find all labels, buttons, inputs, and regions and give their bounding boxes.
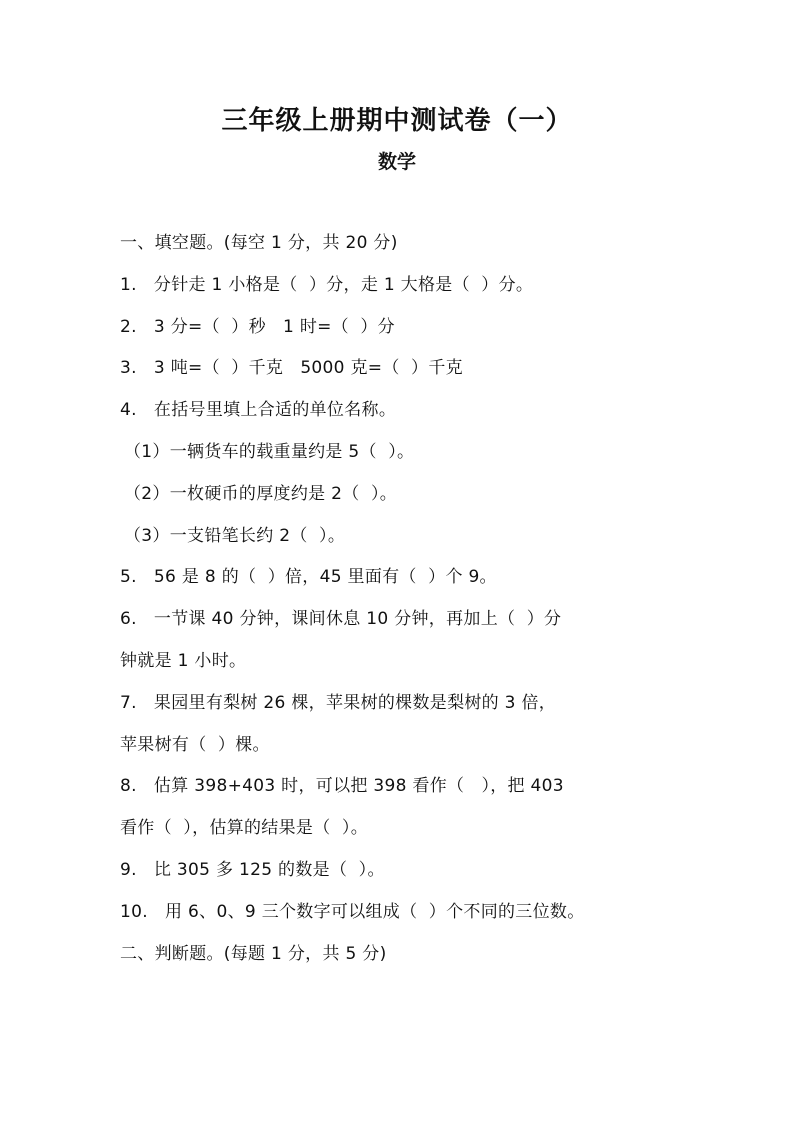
question-4-part-2: （2）一枚硬币的厚度约是 2（ ）。 bbox=[124, 483, 398, 504]
question-9: 9. 比 305 多 125 的数是（ ）。 bbox=[120, 859, 385, 880]
section-heading-fill-blank: 一、填空题。(每空 1 分，共 20 分) bbox=[120, 233, 398, 253]
question-7-line-2: 苹果树有（ ）棵。 bbox=[120, 734, 270, 755]
question-4-part-1: （1）一辆货车的载重量约是 5（ ）。 bbox=[124, 441, 415, 462]
exam-content bbox=[120, 227, 680, 979]
question-2: 2. 3 分=（ ）秒 1 时=（ ）分 bbox=[120, 316, 395, 337]
page-title: 三年级上册期中测试卷（一） bbox=[221, 106, 573, 136]
question-3: 3. 3 吨=（ ）千克 5000 克=（ ）千克 bbox=[120, 358, 463, 379]
section-heading-judge: 二、判断题。(每题 1 分，共 5 分) bbox=[120, 943, 387, 964]
question-8-line-2: 看作（ ），估算的结果是（ ）。 bbox=[120, 818, 369, 839]
question-4-part-3: （3）一支铅笔长约 2（ ）。 bbox=[124, 525, 346, 546]
question-10: 10. 用 6、0、9 三个数字可以组成（ ）个不同的三位数。 bbox=[120, 901, 585, 922]
question-5: 5. 56 是 8 的（ ）倍，45 里面有（ ）个 9。 bbox=[120, 567, 497, 588]
question-6-line-1: 6. 一节课 40 分钟，课间休息 10 分钟，再加上（ ）分 bbox=[120, 609, 562, 630]
question-1: 1. 分针走 1 小格是（ ）分，走 1 大格是（ ）分。 bbox=[120, 274, 534, 295]
subject-subtitle: 数学 bbox=[377, 151, 416, 173]
question-8-line-1: 8. 估算 398+403 时，可以把 398 看作（ ），把 403 bbox=[120, 776, 564, 797]
question-6-line-2: 钟就是 1 小时。 bbox=[120, 650, 247, 671]
question-7-line-1: 7. 果园里有梨树 26 棵，苹果树的棵数是梨树的 3 倍， bbox=[120, 692, 557, 713]
question-4: 4. 在括号里填上合适的单位名称。 bbox=[120, 400, 397, 421]
